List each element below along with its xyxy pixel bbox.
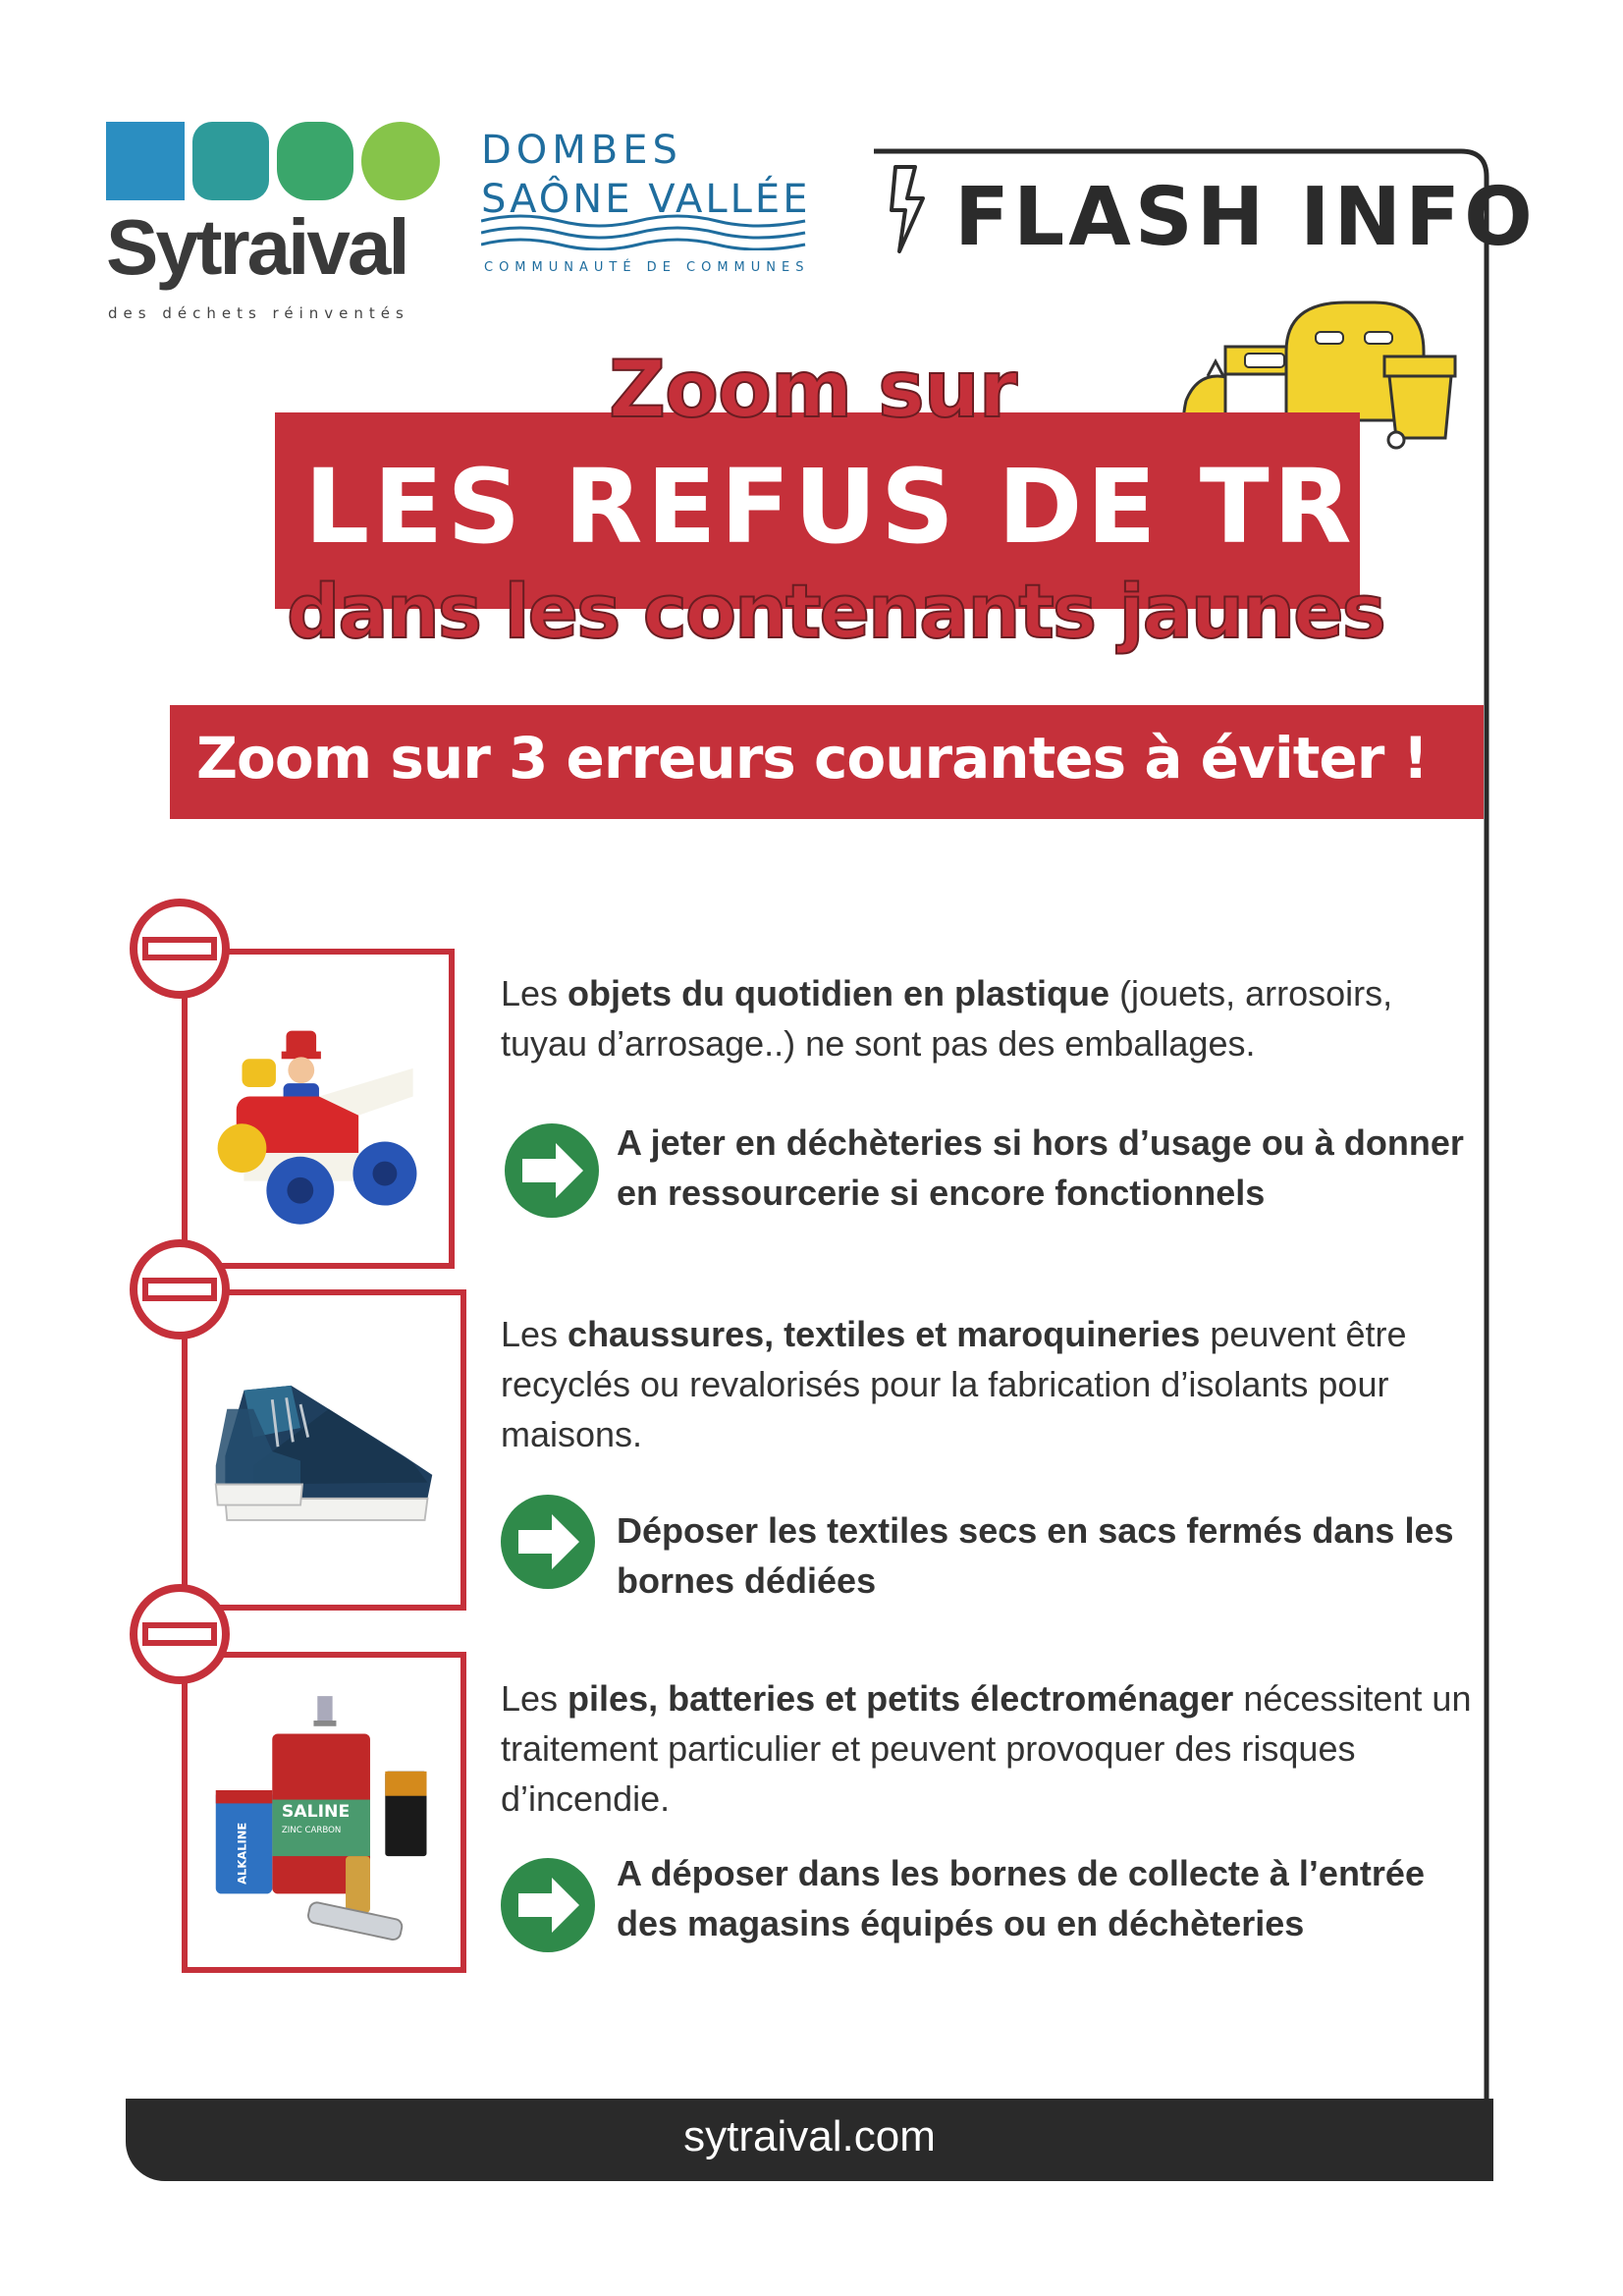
sytraival-tagline: des déchets réinventés bbox=[108, 304, 409, 322]
community-line-2: SAÔNE VALLÉE bbox=[481, 177, 811, 222]
item-2-description: Les chaussures, textiles et maroquineries peuvent être recyclés ou revalorisés pour la fabrication d’isolants pour maisons. bbox=[501, 1314, 1407, 1454]
arrow-right-icon bbox=[501, 1120, 603, 1222]
flash-info-label: FLASH INFO bbox=[954, 171, 1537, 264]
zinc-label: ZINC CARBON bbox=[281, 1826, 342, 1836]
item-3-action: A déposer dans les bornes de collecte à l’entrée des magasins équipés ou en déchèteries bbox=[617, 1853, 1425, 1943]
item-3-image-box bbox=[182, 1652, 466, 1973]
alkaline-label: ALKALINE bbox=[235, 1822, 249, 1885]
no-entry-sign-icon bbox=[130, 1584, 230, 1684]
title-zoom: Zoom sur bbox=[609, 344, 1017, 435]
footer-url-link[interactable]: sytraival.com bbox=[683, 2112, 936, 2160]
community-logo bbox=[481, 128, 835, 285]
saline-label: SALINE bbox=[281, 1801, 351, 1822]
item-1-description: Les objets du quotidien en plastique (jouets, arrosoirs, tuyau d’arrosage..) ne sont pas des emballages. bbox=[501, 973, 1393, 1064]
flash-info-header bbox=[874, 157, 1537, 265]
title-sub: dans les contenants jaunes bbox=[287, 568, 1384, 655]
sytraival-name: Sytraival bbox=[106, 203, 407, 291]
no-entry-sign-icon bbox=[130, 899, 230, 999]
no-entry-sign-icon bbox=[130, 1239, 230, 1339]
community-line-3: COMMUNAUTÉ DE COMMUNES bbox=[484, 260, 810, 275]
title-main: LES REFUS DE TRI bbox=[304, 447, 1398, 567]
sytraival-logo bbox=[106, 120, 440, 321]
sneaker-icon bbox=[188, 1295, 460, 1605]
batteries-icon bbox=[188, 1658, 460, 1967]
sytraival-color-blocks-icon bbox=[106, 120, 440, 203]
lightning-bolt-icon bbox=[886, 165, 935, 253]
waves-icon bbox=[481, 211, 825, 250]
arrow-right-icon bbox=[497, 1491, 599, 1593]
item-1-action: A jeter en déchèteries si hors d’usage ou à donner en ressourcerie si encore fonctionnels bbox=[617, 1122, 1464, 1213]
plastic-toy-icon bbox=[188, 955, 449, 1263]
item-2-action: Déposer les textiles secs en sacs fermés dans les bornes dédiées bbox=[617, 1510, 1454, 1601]
subtitle-text: Zoom sur 3 erreurs courantes à éviter ! bbox=[196, 725, 1429, 792]
footer-bar bbox=[126, 2099, 1493, 2181]
arrow-right-icon bbox=[497, 1854, 599, 1956]
community-line-1: DOMBES bbox=[481, 128, 682, 173]
item-3-description: Les piles, batteries et petits électroménager nécessitent un traitement particulier et peuvent provoquer des risques d’incendie. bbox=[501, 1678, 1472, 1819]
